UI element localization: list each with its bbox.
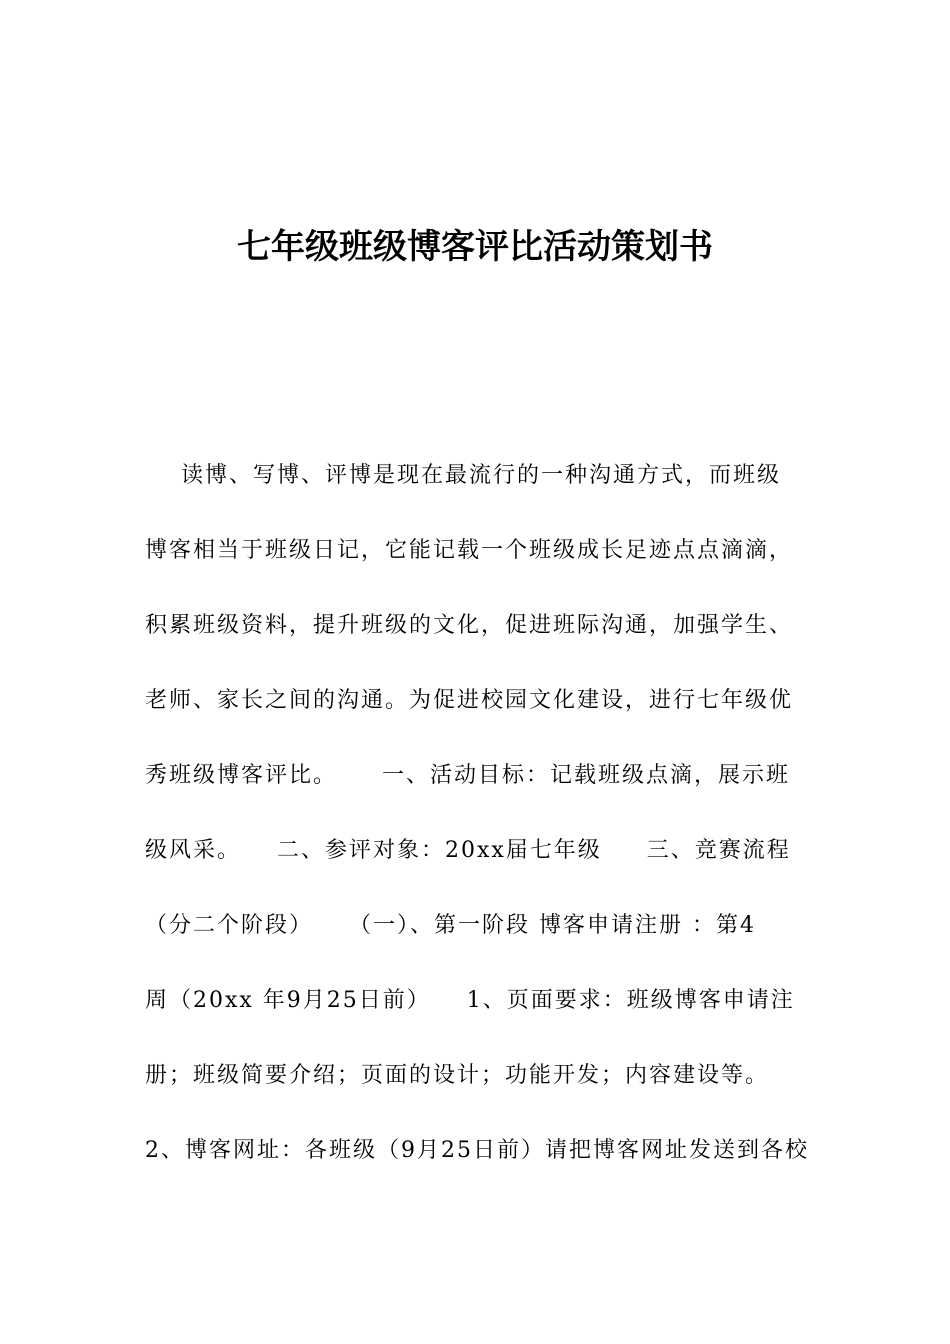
- body-line: 周（20xx 年9月25日前） 1、页面要求：班级博客申请注: [145, 988, 795, 1013]
- body-line: 秀班级博客评比。 一、活动目标：记载班级点滴，展示班: [145, 763, 790, 788]
- body-line: 2、博客网址：各班级（9月25日前）请把博客网址发送到各校: [145, 1138, 809, 1163]
- body-line: 积累班级资料，提升班级的文化，促进班际沟通，加强学生、: [145, 613, 794, 638]
- body-line: 博客相当于班级日记，它能记载一个班级成长足迹点点滴滴，: [145, 538, 794, 563]
- body-line: 级风采。 二、参评对象：20xx届七年级 三、竞赛流程: [145, 838, 791, 863]
- body-line: 老师、家长之间的沟通。为促进校园文化建设，进行七年级优: [145, 688, 794, 713]
- body-line: 册；班级简要介绍；页面的设计；功能开发；内容建设等。: [145, 1063, 770, 1088]
- document-body: [145, 455, 810, 1205]
- document-title: 七年级班级博客评比活动策划书: [237, 227, 713, 267]
- body-line: 读博、写博、评博是现在最流行的一种沟通方式，而班级: [145, 463, 781, 488]
- body-line: （分二个阶段） （一）、第一阶段 博客申请注册 ：第4: [145, 913, 756, 938]
